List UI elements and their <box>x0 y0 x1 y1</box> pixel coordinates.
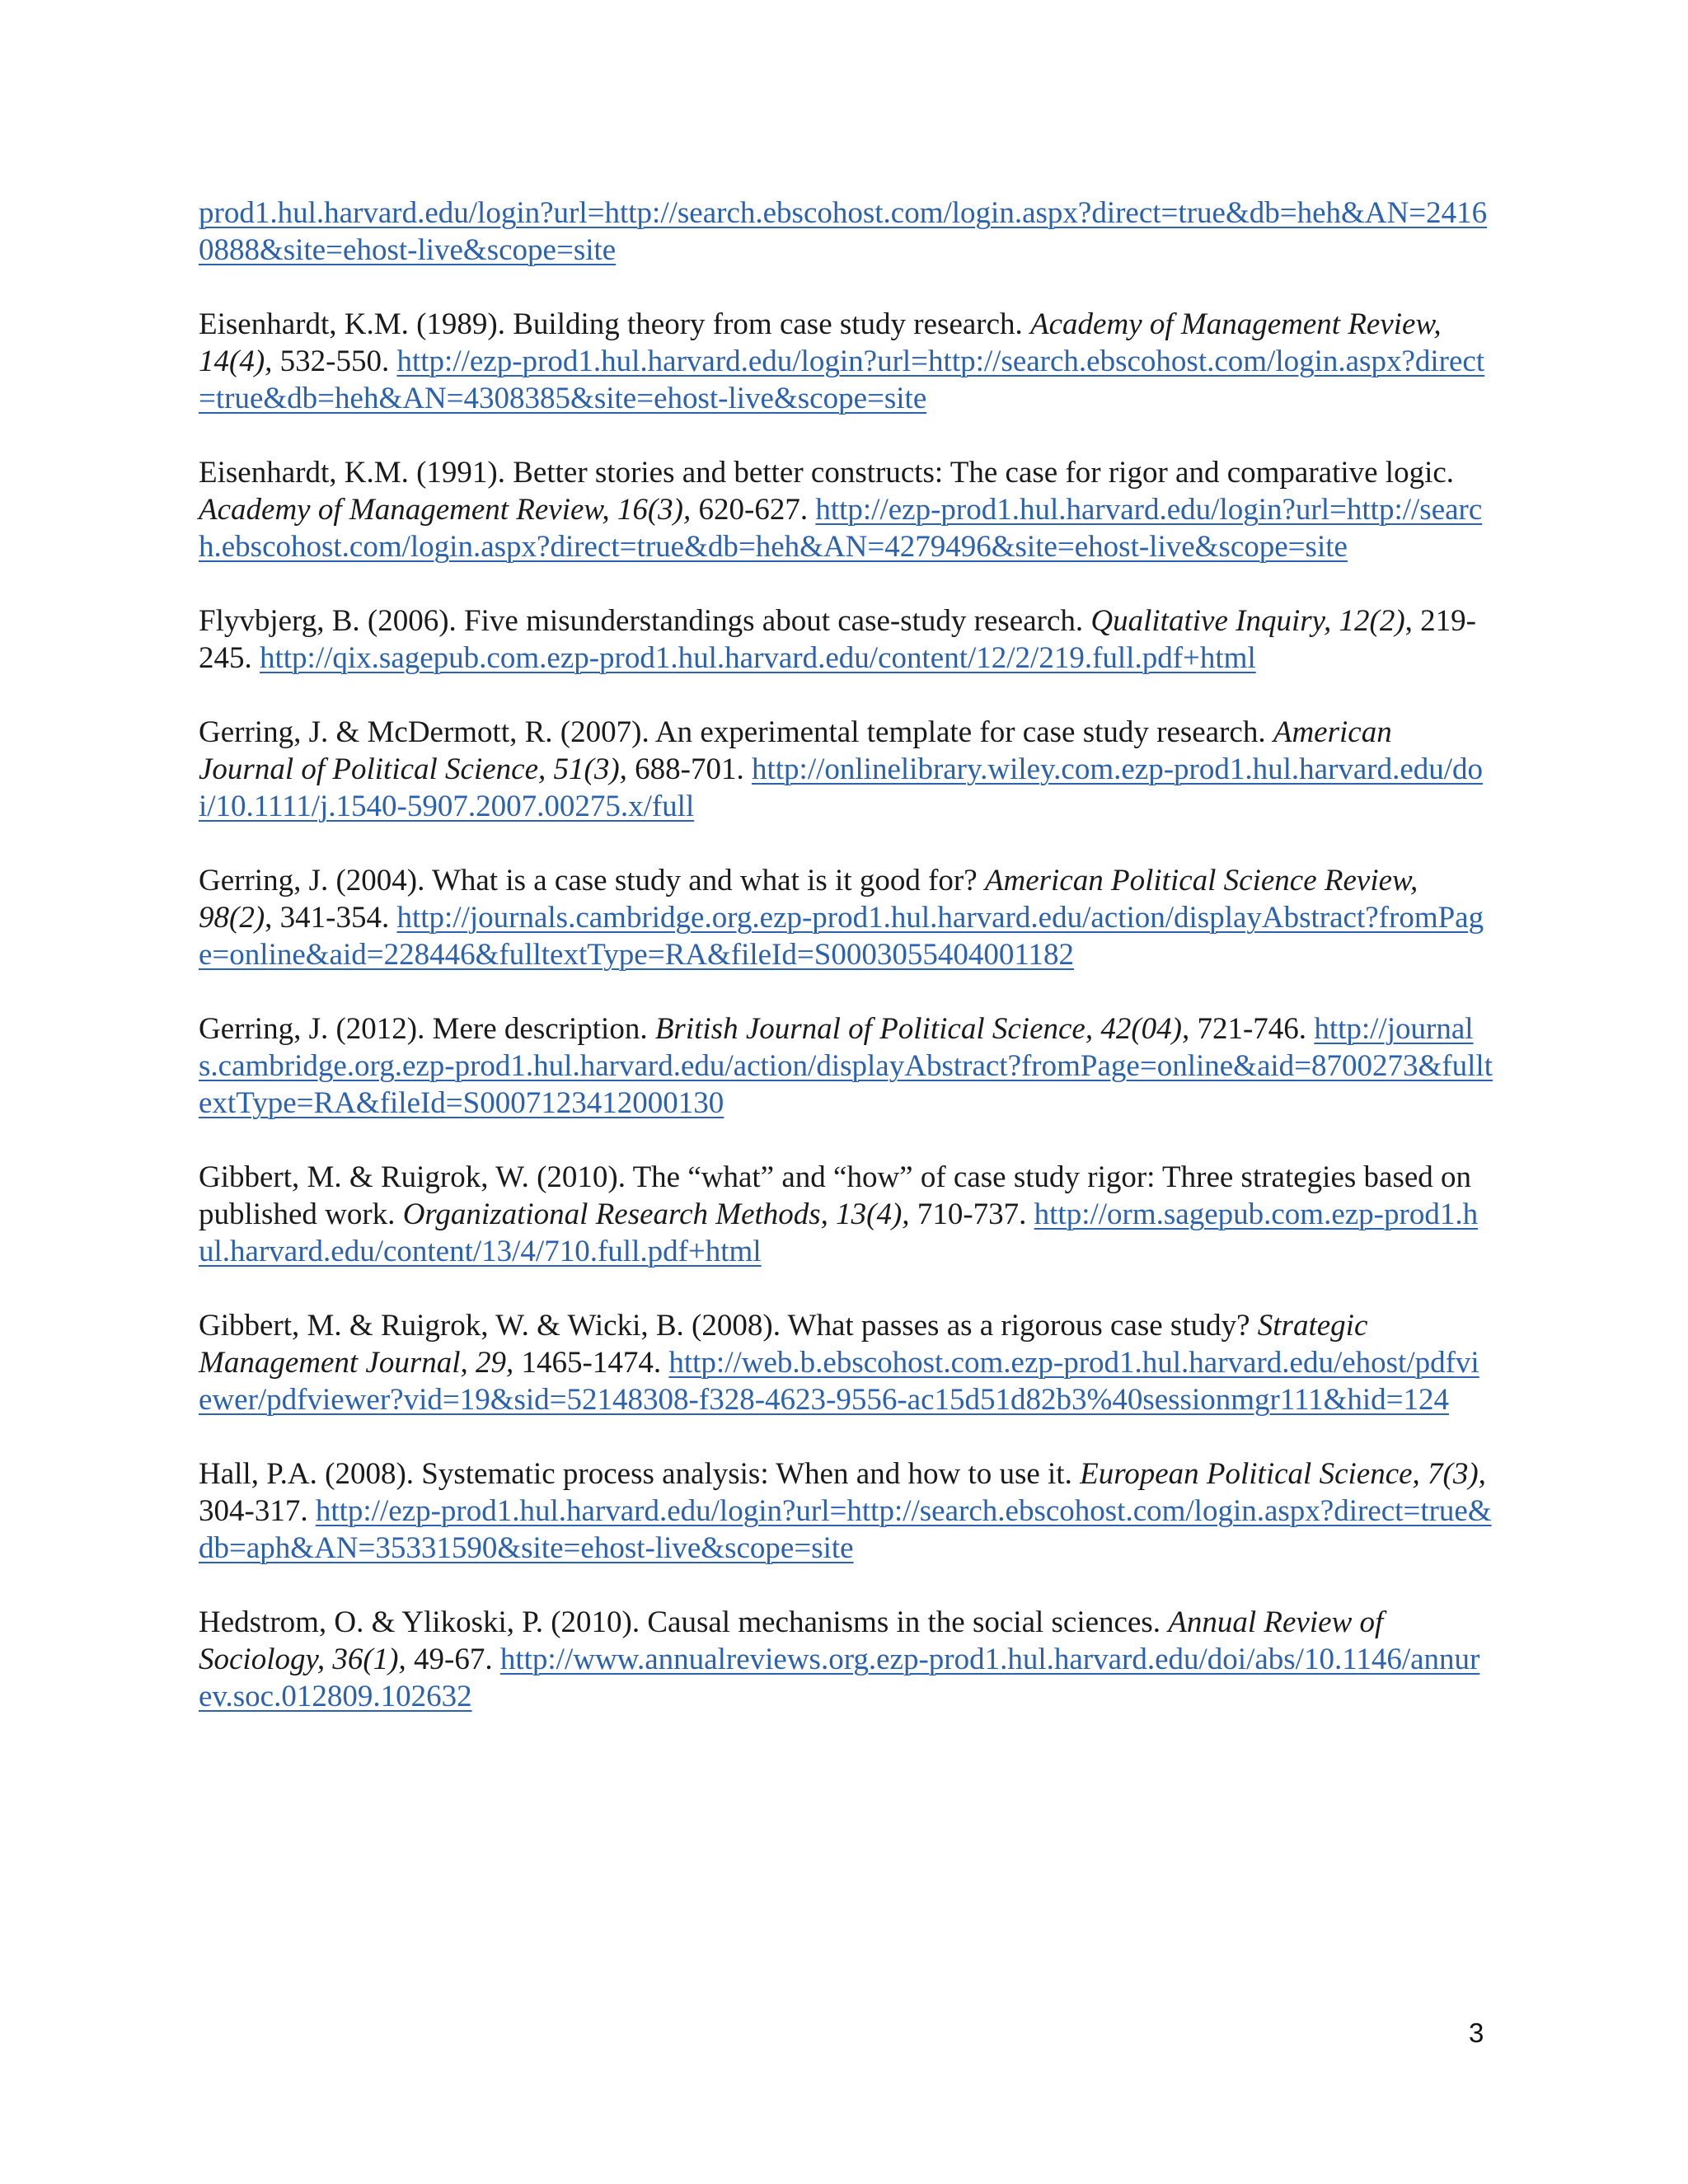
reference-link[interactable]: http://web.b.ebscohost.com.ezp-prod1.hul.harvard.edu/ehost/pdfviewer/pdfviewer?vid=19&sid=52148308-f328-4623-9556-ac15d51d82b3%40sessionmgr111&hid=124 <box>199 1346 1479 1417</box>
reference-citation: Gerring, J. (2012). Mere description. <box>199 1012 655 1046</box>
reference-entry <box>199 602 1493 677</box>
page-number: 3 <box>1469 2018 1484 2048</box>
reference-citation: Gerring, J. (2004). What is a case study and what is it good for? <box>199 864 985 898</box>
reference-entry <box>199 714 1493 825</box>
reference-journal: American Journal of Political Science, 51(3), <box>199 715 1392 786</box>
reference-citation: Gibbert, M. & Ruigrok, W. (2010). The “what” and “how” of case study rigor: Three strategies based on published work. <box>199 1160 1472 1231</box>
reference-details: 721-746. <box>1189 1012 1315 1046</box>
reference-link[interactable]: http://onlinelibrary.wiley.com.ezp-prod1.hul.harvard.edu/doi/10.1111/j.1540-5907.2007.00275.x/full <box>199 752 1484 823</box>
reference-list <box>199 194 1493 1752</box>
reference-journal: American Political Science Review, 98(2) <box>199 864 1418 935</box>
reference-journal: Academy of Management Review, 16(3), <box>199 493 692 527</box>
reference-link[interactable]: http://ezp-prod1.hul.harvard.edu/login?url=http://search.ebscohost.com/login.aspx?direct=true&db=aph&AN=35331590&site=ehost-live&scope=site <box>199 1494 1492 1565</box>
reference-journal: Organizational Research Methods, 13(4), <box>402 1197 910 1231</box>
reference-journal: Strategic Management Journal, 29, <box>199 1309 1368 1380</box>
reference-entry <box>199 1604 1493 1715</box>
reference-link[interactable]: http://qix.sagepub.com.ezp-prod1.hul.harvard.edu/content/12/2/219.full.pdf+html <box>260 641 1256 675</box>
reference-entry <box>199 1010 1493 1122</box>
reference-details: 49-67. <box>406 1643 500 1676</box>
reference-details: 532-550. <box>272 344 397 378</box>
reference-entry <box>199 454 1493 565</box>
reference-journal: Qualitative Inquiry, 12(2) <box>1090 604 1405 638</box>
reference-entry <box>199 306 1493 417</box>
reference-link[interactable]: prod1.hul.harvard.edu/login?url=http://search.ebscohost.com/login.aspx?direct=true&db=heh&AN=24160888&site=ehost-live&scope=site <box>199 196 1488 267</box>
reference-details: , 219-245. <box>199 604 1476 675</box>
reference-entry <box>199 862 1493 973</box>
reference-journal: Annual Review of Sociology, 36(1), <box>199 1605 1384 1676</box>
reference-link[interactable]: http://ezp-prod1.hul.harvard.edu/login?url=http://search.ebscohost.com/login.aspx?direct=true&db=heh&AN=4279496&site=ehost-live&scope=site <box>199 493 1483 564</box>
reference-citation: Gibbert, M. & Ruigrok, W. & Wicki, B. (2008). What passes as a rigorous case study? <box>199 1309 1258 1343</box>
reference-journal: European Political Science, 7(3), <box>1080 1457 1486 1491</box>
reference-details: 620-627. <box>691 493 816 527</box>
reference-link[interactable]: http://www.annualreviews.org.ezp-prod1.hul.harvard.edu/doi/abs/10.1146/annurev.soc.012809.102632 <box>199 1643 1480 1713</box>
reference-link[interactable]: http://journals.cambridge.org.ezp-prod1.hul.harvard.edu/action/displayAbstract?fromPage=online&aid=228446&fulltextType=RA&fileId=S0003055404001182 <box>199 901 1484 972</box>
reference-citation: Gerring, J. & McDermott, R. (2007). An experimental template for case study research. <box>199 715 1273 749</box>
reference-entry <box>199 1307 1493 1418</box>
reference-link[interactable]: http://ezp-prod1.hul.harvard.edu/login?url=http://search.ebscohost.com/login.aspx?direct=true&db=heh&AN=4308385&site=ehost-live&scope=site <box>199 344 1485 415</box>
reference-details: 304-317. <box>199 1494 316 1528</box>
reference-link[interactable]: http://journals.cambridge.org.ezp-prod1.hul.harvard.edu/action/displayAbstract?fromPage=online&aid=8700273&fulltextType=RA&fileId=S0007123412000130 <box>199 1012 1493 1120</box>
reference-details: 710-737. <box>909 1197 1034 1231</box>
reference-journal: British Journal of Political Science, 42(04), <box>654 1012 1190 1046</box>
reference-details: , 341-354. <box>265 901 397 935</box>
reference-citation: Eisenhardt, K.M. (1989). Building theory from case study research. <box>199 307 1031 341</box>
reference-journal: Academy of Management Review, 14(4), <box>199 307 1442 378</box>
reference-entry <box>199 194 1493 269</box>
reference-citation: Flyvbjerg, B. (2006). Five misunderstandings about case-study research. <box>199 604 1091 638</box>
reference-citation: Eisenhardt, K.M. (1991). Better stories and better constructs: The case for rigor and comparative logic. <box>199 456 1455 490</box>
reference-details: 688-701. <box>626 752 752 786</box>
reference-link[interactable]: http://orm.sagepub.com.ezp-prod1.hul.harvard.edu/content/13/4/710.full.pdf+html <box>199 1197 1479 1268</box>
reference-entry <box>199 1159 1493 1270</box>
reference-citation: Hedstrom, O. & Ylikoski, P. (2010). Causal mechanisms in the social sciences. <box>199 1605 1169 1639</box>
reference-citation: Hall, P.A. (2008). Systematic process analysis: When and how to use it. <box>199 1457 1081 1491</box>
reference-entry <box>199 1455 1493 1567</box>
reference-details: 1465-1474. <box>513 1346 669 1380</box>
